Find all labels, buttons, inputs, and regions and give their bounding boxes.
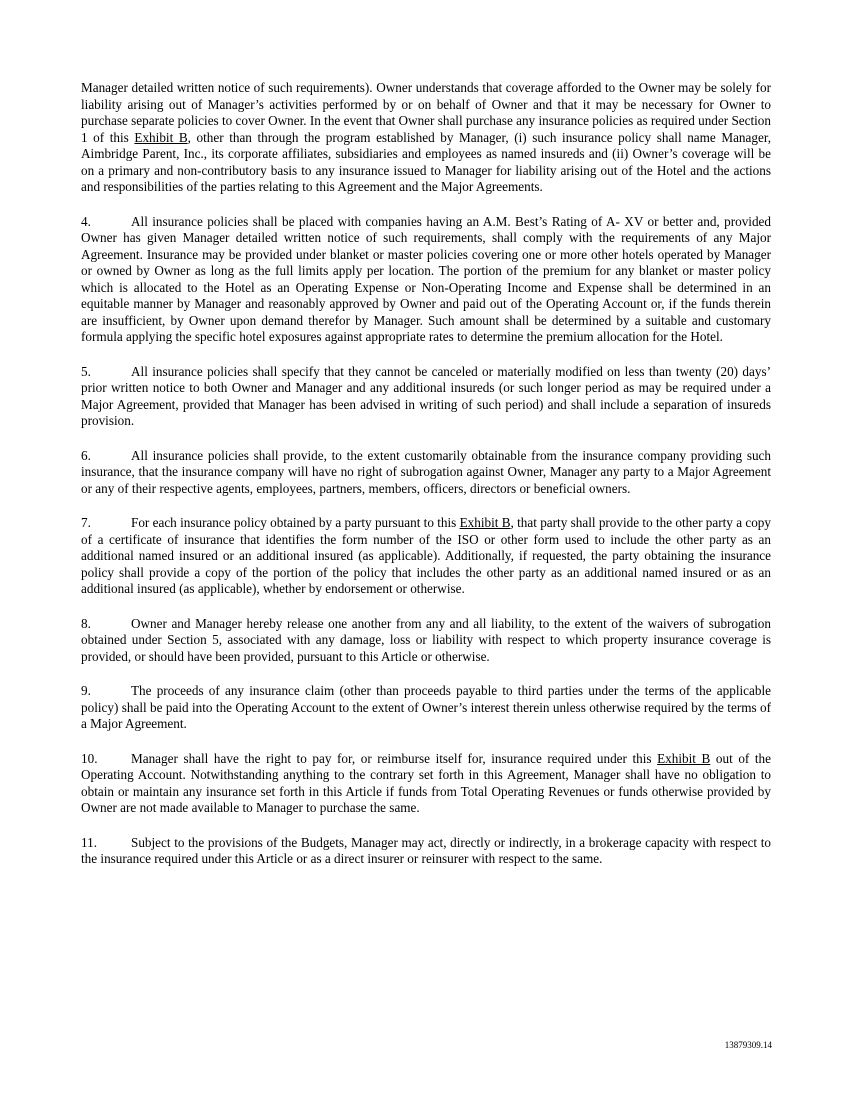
section-number: 7.	[81, 515, 91, 530]
section-number: 4.	[81, 213, 91, 229]
section-8-paragraph	[81, 616, 771, 666]
section-10-paragraph	[81, 751, 771, 817]
section-number: 10.	[81, 750, 98, 766]
section-number: 11.	[81, 834, 97, 850]
section-5-paragraph	[81, 364, 771, 430]
section-number: 9.	[81, 683, 91, 698]
section-number: 8.	[81, 615, 91, 631]
paragraph-text: Manager detailed written notice of such requirements). Owner understands that coverage afforded to the Owner may be solely for liability arising out of Manager’s activities performed by or on behalf of Owner and that it may be necessary for Owner to purchase separate policies to cover Owner. In the event that Owner shall purchase any insurance policies as required under Section 1 of this	[81, 80, 771, 145]
continuation-paragraph	[81, 80, 771, 196]
exhibit-reference: Exhibit B	[657, 750, 711, 766]
exhibit-reference: Exhibit B	[459, 515, 511, 530]
paragraph-text: , that party shall provide to the other party a copy of a certificate of insurance that identifies the form number of the ISO or other form used to include the other party as an additional named insured or an additional insured (as applicable). Additionally, if requested, the party obtaining the insurance policy shall provide a copy of the portion of the policy that includes the other party as an additional named insured or as an additional insured (as applicable), whether by endorsement or otherwise.	[81, 515, 771, 596]
paragraph-text: Manager shall have the right to pay for, or reimburse itself for, insurance required under this	[131, 750, 658, 766]
paragraph-text: out of the Operating Account. Notwithstanding anything to the contrary set forth in this Agreement, Manager shall have no obligation to obtain or maintain any insurance set forth in this Article if funds from Total Operating Revenues or funds otherwise provided by Owner are not made available to Manager to purchase the same.	[81, 750, 772, 815]
document-id-footer: 13879309.14	[724, 1040, 772, 1050]
paragraph-text: , other than through the program established by Manager, (i) such insurance policy shall name Manager, Aimbridge Parent, Inc., its corporate affiliates, subsidiaries and employees as named insureds and (ii) Owner’s coverage will be on a primary and non-contributory basis to any insurance issued to Manager for liability arising out of the Hotel and the actions and responsibilities of the parties relating to this Agreement and the Major Agreements.	[81, 129, 771, 194]
paragraph-text: All insurance policies shall specify that they cannot be canceled or materially modified on less than twenty (20) days’ prior written notice to both Owner and Manager and any additional insureds (or such longer period as may be required under a Major Agreement, provided that Manager has been advised in writing of such period) and shall include a separation of insureds provision.	[81, 363, 771, 428]
paragraph-text: Subject to the provisions of the Budgets, Manager may act, directly or indirectly, in a brokerage capacity with respect to the insurance required under this Article or as a direct insurer or reinsurer with respect to the same.	[81, 834, 771, 866]
section-number: 5.	[81, 363, 91, 379]
section-7-paragraph	[81, 515, 771, 598]
section-4-paragraph	[81, 214, 771, 346]
section-6-paragraph	[81, 448, 771, 498]
paragraph-text: For each insurance policy obtained by a party pursuant to this	[131, 515, 460, 530]
exhibit-reference: Exhibit B	[134, 129, 188, 145]
paragraph-text: Owner and Manager hereby release one another from any and all liability, to the extent of the waivers of subrogation obtained under Section 5, associated with any damage, loss or liability with respect to which property insurance coverage is provided, or should have been provided, pursuant to this Article or otherwise.	[81, 615, 771, 664]
section-11-paragraph	[81, 835, 771, 868]
paragraph-text: All insurance policies shall be placed with companies having an A.M. Best’s Rating of A- XV or better and, provided Owner has given Manager detailed written notice of such requirements, shall comply with the requirements of any Major Agreement. Insurance may be provided under blanket or master policies covering one or more other hotels operated by Manager or owned by Owner as long as the full limits apply per location. The portion of the premium for any blanket or master policy which is allocated to the Hotel as an Operating Expense or Non-Operating Income and Expense shall be determined in an equitable manner by Manager and reasonably approved by Owner and paid out of the Operating Account or, if the funds therein are insufficient, by Owner upon demand therefor by Manager. Such amount shall be determined by a suitable and customary formula applying the specific hotel exposures against appropriate rates to determine the premium allocation for the Hotel.	[81, 213, 771, 344]
section-9-paragraph	[81, 683, 771, 733]
document-body	[81, 80, 771, 886]
paragraph-text: The proceeds of any insurance claim (other than proceeds payable to third parties under the terms of the applicable policy) shall be paid into the Operating Account to the extent of Owner’s interest therein unless otherwise required by the terms of a Major Agreement.	[81, 683, 771, 731]
paragraph-text: All insurance policies shall provide, to the extent customarily obtainable from the insurance company providing such insurance, that the insurance company will have no right of subrogation against Owner, Manager any party to a Major Agreement or any of their respective agents, employees, partners, members, officers, directors or beneficial owners.	[81, 447, 771, 496]
section-number: 6.	[81, 447, 91, 463]
